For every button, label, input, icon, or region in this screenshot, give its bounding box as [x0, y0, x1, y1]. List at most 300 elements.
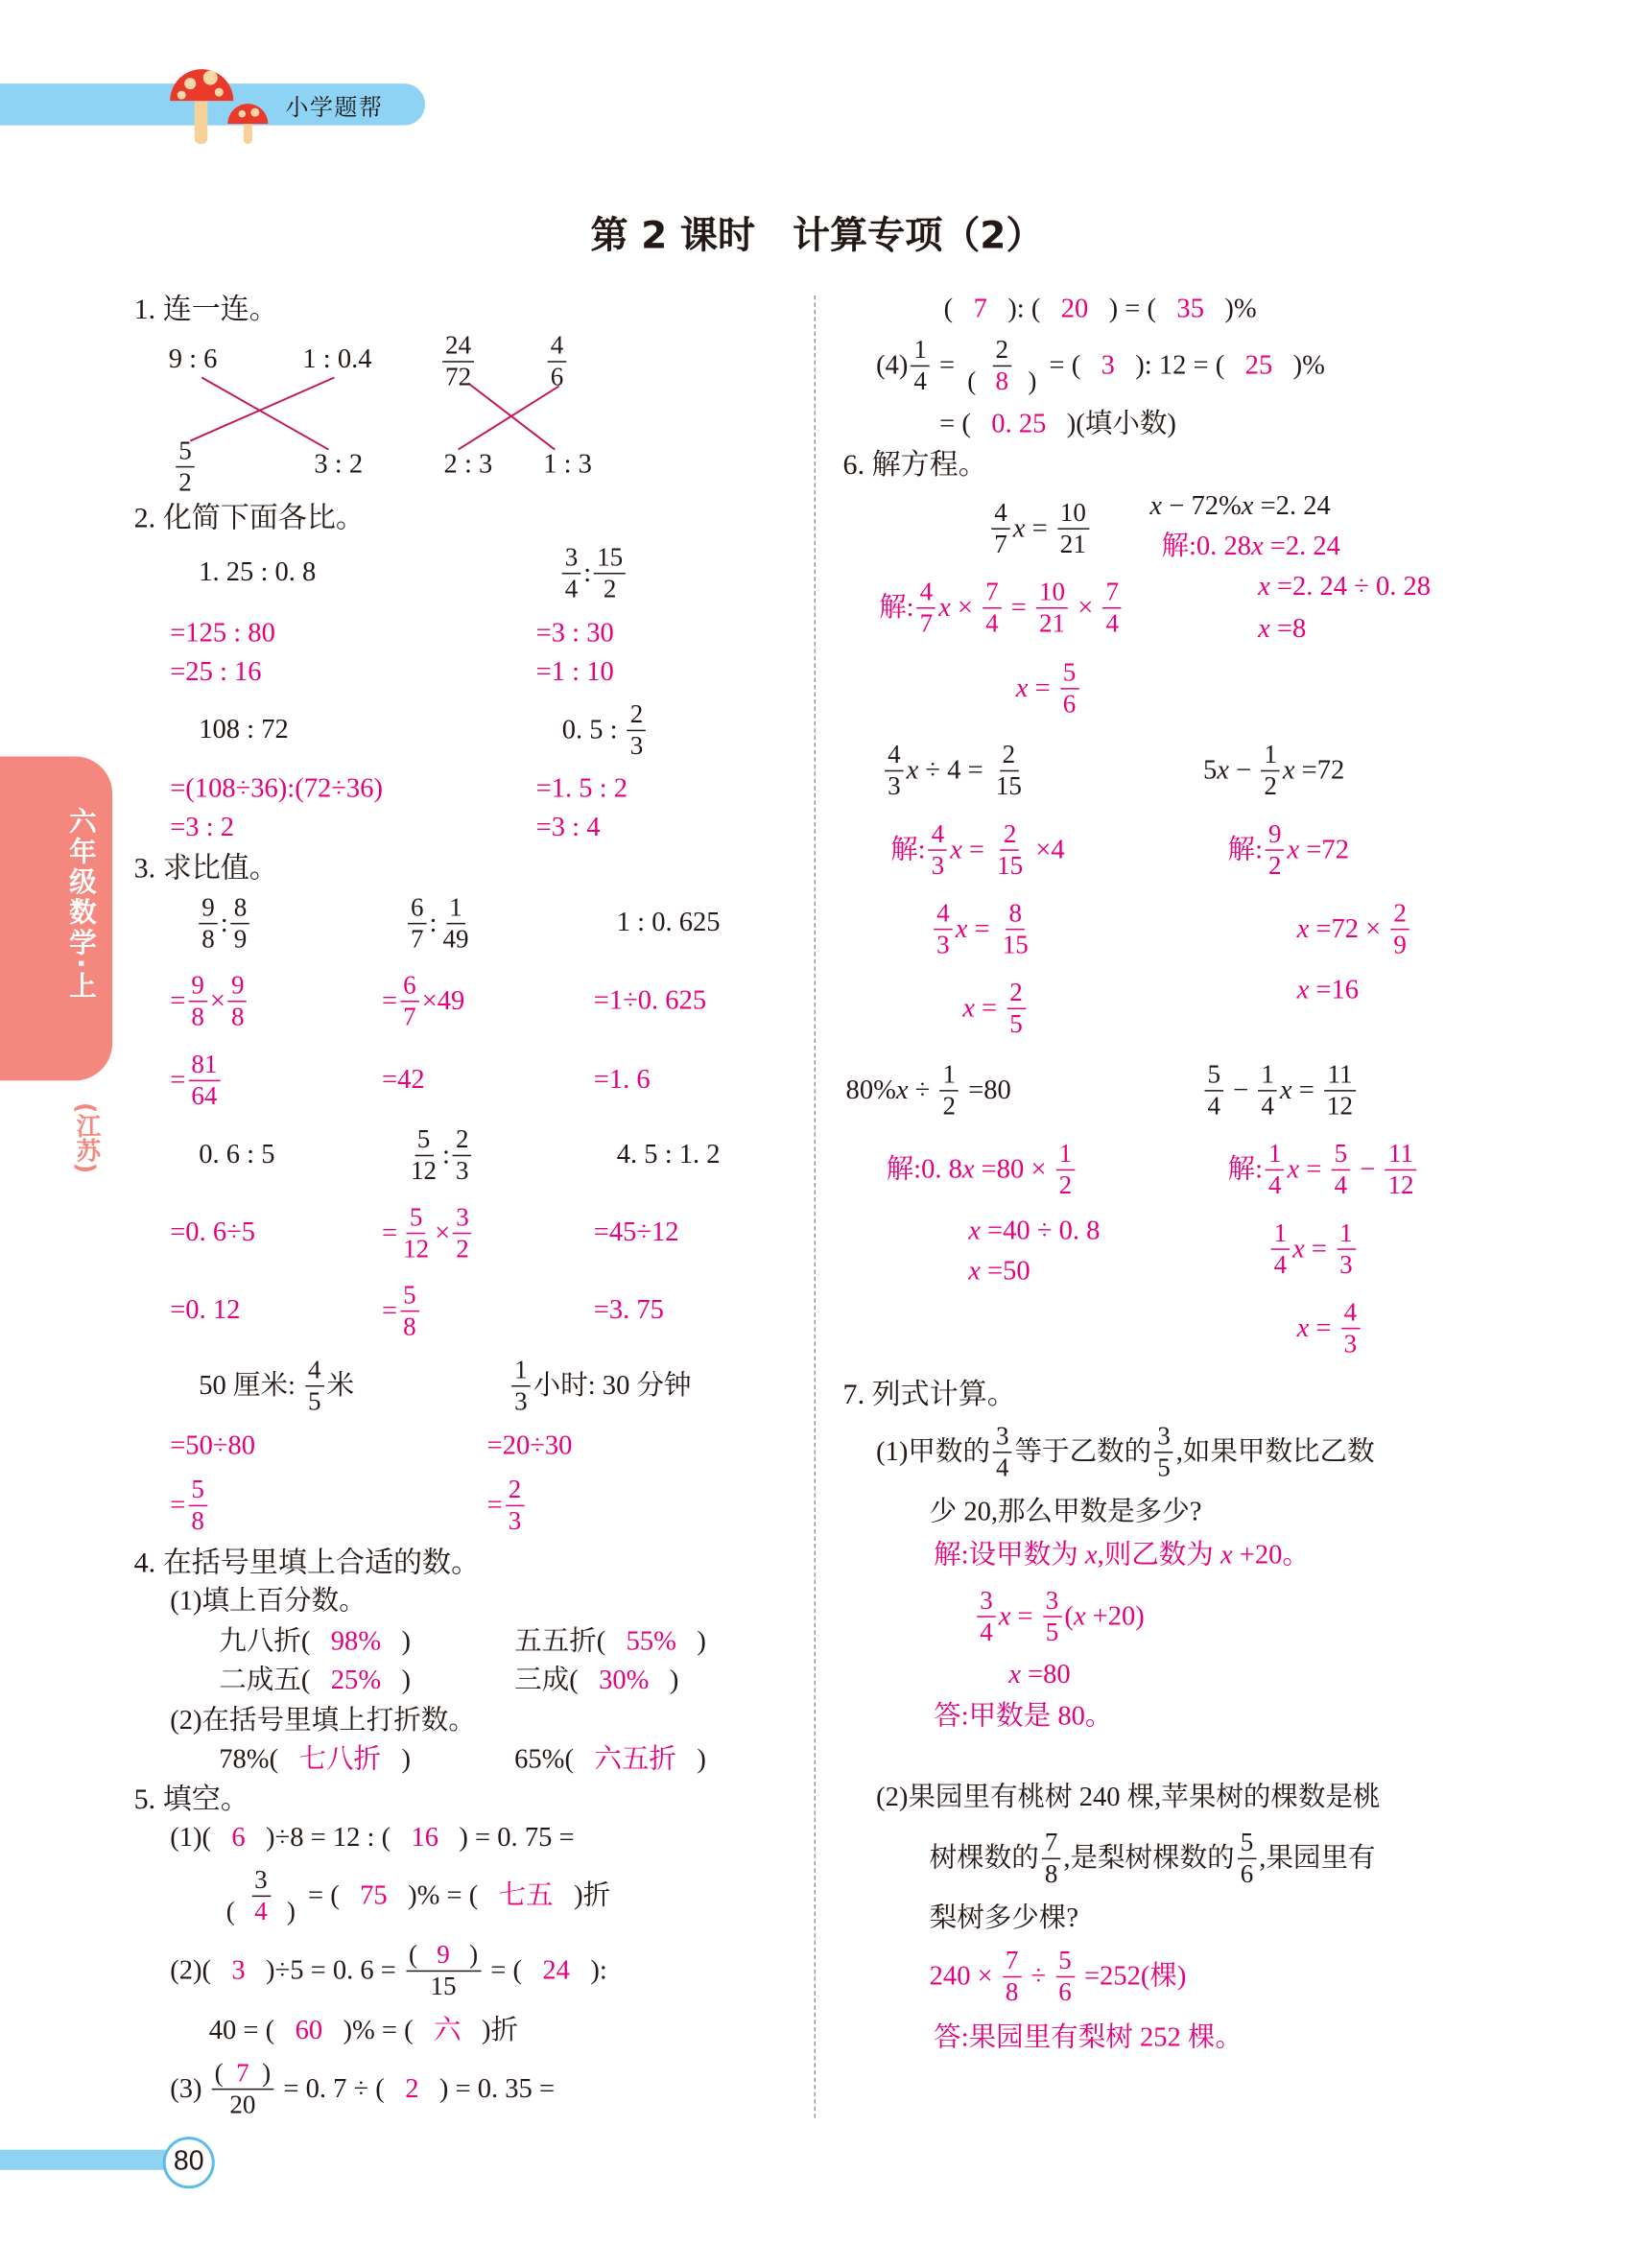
text: 2 [1058, 1170, 1073, 1200]
denominator [1205, 1092, 1224, 1122]
numerator [228, 970, 248, 1002]
text: ) = ( [1088, 294, 1177, 324]
text: 5 [1045, 1617, 1059, 1646]
line-q3-b3 [382, 1065, 425, 1097]
line-q3-c4 [617, 1140, 721, 1171]
denominator [628, 731, 647, 762]
text: 4 [919, 577, 934, 606]
answer: 98% [330, 1626, 382, 1658]
text: ÷ 4 = [918, 754, 990, 786]
text: ) = 0. 75 = [438, 1822, 575, 1854]
numerator [251, 1865, 271, 1897]
denominator [934, 930, 953, 960]
fraction [562, 542, 581, 604]
variable: x [1149, 491, 1163, 522]
text: 5 [1009, 1009, 1023, 1039]
text: 5 [409, 1202, 423, 1232]
text: 8 [233, 892, 248, 922]
numerator [1266, 1139, 1285, 1170]
text: (1)( [170, 1822, 232, 1854]
text: 三成( [514, 1666, 600, 1696]
text: 2 [603, 574, 617, 603]
line-q5-2b [209, 2016, 518, 2047]
line-q6-e5s1 [887, 1139, 1078, 1201]
text: ): ( [986, 294, 1061, 324]
text: 2 [1002, 740, 1016, 769]
denominator [929, 851, 948, 882]
text: =3 : 4 [535, 813, 601, 843]
numerator [407, 1202, 426, 1234]
text: ÷ [1024, 1960, 1054, 1992]
text: 12 [411, 1156, 438, 1186]
denominator [1060, 690, 1079, 721]
denominator [1341, 1329, 1361, 1359]
numerator [1332, 1139, 1351, 1170]
text: : [442, 1139, 450, 1170]
text: 3. 求比值。 [133, 853, 278, 886]
text: 11 [1387, 1139, 1414, 1169]
text: × [950, 592, 981, 623]
text: 5 [416, 1124, 431, 1154]
text: 4 [1273, 1249, 1288, 1279]
line-q7-1a [876, 1422, 1375, 1484]
text: 3 [564, 542, 579, 572]
text: = [1025, 512, 1054, 544]
text: 1. 连一连。 [133, 294, 278, 326]
text: 5 [178, 436, 192, 465]
text: 6. 解方程。 [842, 449, 987, 482]
denominator [1337, 1250, 1356, 1281]
variable: x [961, 1153, 975, 1185]
side-tab-grade: 六年级数学·上 [64, 807, 97, 1003]
text: ) [649, 1666, 679, 1696]
line-q6-e6s1 [1228, 1139, 1420, 1201]
text: 2 [629, 699, 644, 729]
line-q6-e6s2 [1268, 1218, 1359, 1281]
text: 4 [913, 366, 927, 396]
line-q7-2d [930, 1946, 1187, 2008]
line-q1-g [444, 450, 493, 482]
text: − 72% [1162, 491, 1242, 522]
denominator [885, 771, 904, 802]
answer: 七八折 [298, 1744, 382, 1776]
line-q2-a5 [170, 773, 383, 805]
fraction [1266, 819, 1285, 882]
numerator [594, 542, 626, 574]
text: : [220, 908, 228, 938]
line-q3-c1 [617, 908, 721, 939]
denominator [993, 1453, 1012, 1484]
numerator [628, 699, 647, 731]
text: 21 [1059, 529, 1086, 558]
side-tab-region: (江苏) [70, 1101, 100, 1174]
numerator [176, 436, 195, 467]
text: = [1304, 1233, 1335, 1264]
text: 3 [1343, 1329, 1358, 1358]
text: 20 [229, 2090, 256, 2119]
text: 1 : 3 [543, 449, 592, 481]
text: ) [449, 1940, 479, 1970]
text: ) [381, 1744, 412, 1776]
text: 15 [430, 1972, 457, 2001]
denominator [1266, 851, 1285, 882]
text: 解:设甲数为 [934, 1540, 1085, 1571]
fraction [188, 1475, 207, 1537]
line-q3-a3 [170, 1050, 223, 1112]
line-q2-a3 [170, 657, 261, 689]
denominator [188, 1081, 220, 1112]
line-q1-h [134, 294, 278, 325]
text: =42 [381, 1064, 425, 1096]
line-q3-a4 [199, 1140, 274, 1171]
line-q5-3a [170, 2058, 555, 2120]
numerator [231, 892, 250, 924]
text: 9 [230, 970, 245, 1000]
text: 3 [514, 1386, 528, 1416]
answer: 3 [1101, 349, 1115, 381]
text: 4 [1207, 1091, 1221, 1121]
text: 5 [1058, 1946, 1072, 1975]
line-q6-e2s3 [1258, 614, 1306, 646]
variable: x [1296, 1312, 1310, 1343]
text: 1. 25 : 0. 8 [199, 557, 317, 588]
numerator [548, 331, 567, 363]
text: =0. 12 [170, 1295, 241, 1326]
text: 7 [1105, 577, 1119, 606]
fraction [994, 819, 1026, 882]
text: )(填小数) [1046, 409, 1176, 440]
line-q4-a1 [219, 1627, 411, 1659]
fraction [1043, 1586, 1062, 1648]
fraction [212, 2058, 274, 2120]
text: ) [249, 2058, 272, 2088]
fraction [408, 1124, 439, 1187]
numerator [1266, 819, 1285, 851]
text: 1 [913, 335, 927, 365]
fraction [1102, 577, 1122, 639]
line-q2-b6 [536, 813, 601, 844]
denominator [1385, 1170, 1416, 1201]
line-q3-c5 [594, 1217, 679, 1249]
variable: x [1258, 613, 1270, 645]
numerator [414, 1124, 434, 1156]
text: : [429, 908, 438, 938]
text: = [967, 913, 997, 944]
line-q4-a2 [219, 1666, 411, 1697]
text: 6 [550, 362, 564, 391]
text: 7 [1044, 1828, 1058, 1857]
answer: 六 [434, 2016, 462, 2046]
text: 11 [1327, 1059, 1353, 1089]
line-q1-a [169, 344, 218, 376]
denominator [1003, 1977, 1022, 2008]
line-q6-e4 [1203, 740, 1344, 802]
line-q6-e2 [1149, 491, 1330, 523]
denominator [917, 609, 936, 640]
numerator [408, 892, 427, 924]
text: (2)在括号里填上打折数。 [170, 1706, 476, 1736]
text: 解:0. 28 [1161, 532, 1251, 562]
denominator [453, 1156, 472, 1187]
fraction [911, 335, 930, 397]
text: =1. 5 : 2 [535, 773, 628, 805]
text: 4 [994, 497, 1007, 527]
fraction [991, 498, 1010, 560]
text: ): [569, 1954, 607, 1986]
matching-lines [0, 0, 1634, 577]
denominator [1055, 1977, 1075, 2008]
text: 梨树多少棵? [929, 1902, 1079, 1934]
denominator [1036, 609, 1068, 640]
text: 5 [1062, 657, 1077, 687]
line-q7-2e [934, 2023, 1243, 2055]
text: 8 [403, 1311, 416, 1341]
footer-bar [0, 2150, 180, 2170]
text: 6 [1062, 689, 1077, 719]
numerator [1271, 1218, 1291, 1250]
line-q2-a1 [199, 557, 316, 589]
text: =2. 24 [1263, 532, 1340, 562]
text: 10 [1039, 577, 1066, 606]
text: =8 [1269, 613, 1307, 645]
text: =72 [1299, 834, 1349, 865]
numerator [1006, 898, 1025, 930]
text: 15 [597, 542, 624, 572]
fraction [439, 892, 471, 955]
fraction [1390, 898, 1409, 960]
brand-name: 小学题帮 [285, 93, 384, 122]
line-q3-b8 [487, 1430, 573, 1462]
text: 6 [411, 892, 424, 922]
line-q6-e6 [1202, 1060, 1360, 1122]
text: − [1226, 1075, 1256, 1105]
text: 24 [445, 330, 472, 360]
text: 3 [254, 1865, 268, 1895]
numerator [1060, 658, 1079, 690]
line-q5-3b [944, 294, 1257, 325]
text: 5. 填空。 [133, 1784, 249, 1816]
text: (4) [876, 349, 909, 381]
variable: x [895, 1075, 909, 1105]
numerator [446, 892, 465, 924]
answer: 9 [437, 1940, 450, 1970]
line-q3-h [134, 853, 278, 885]
denominator [305, 1386, 324, 1417]
variable: x [1282, 754, 1295, 786]
text: ( [943, 294, 974, 324]
fraction [1000, 898, 1031, 960]
text: = [1010, 1600, 1040, 1632]
line-q7-h [843, 1379, 1016, 1410]
denominator [506, 1506, 525, 1537]
text: 9 [1393, 930, 1407, 959]
fraction [1205, 1060, 1224, 1122]
numerator [506, 1475, 525, 1506]
text: 3 [980, 1585, 993, 1615]
denominator [911, 366, 930, 397]
variable: x [1241, 491, 1254, 522]
fraction [1060, 658, 1079, 721]
text: =80 [961, 1075, 1011, 1105]
text: =2. 24 ÷ 0. 28 [1269, 572, 1432, 602]
fraction [511, 1355, 531, 1417]
numerator [1056, 1139, 1076, 1170]
denominator [1266, 1170, 1285, 1201]
line-q7-1b [930, 1497, 1202, 1528]
text: )÷8 = 12 : ( [245, 1822, 412, 1854]
line-q2-b2 [536, 618, 614, 650]
fraction [1258, 1060, 1277, 1122]
fraction [917, 577, 936, 639]
text: 4 [936, 898, 950, 928]
text: =50 [980, 1256, 1030, 1288]
line-q1-d [314, 450, 363, 482]
line-q3-a7 [199, 1355, 354, 1417]
numerator [885, 740, 904, 771]
fraction [964, 335, 1039, 397]
line-q4-b3 [514, 1745, 706, 1777]
numerator [406, 1940, 481, 1972]
fraction [231, 892, 250, 955]
text: 3 [508, 1506, 522, 1536]
text: ( [967, 366, 996, 396]
numerator [1238, 1828, 1257, 1859]
denominator [400, 1234, 432, 1264]
variable: x [962, 992, 975, 1024]
fraction [1003, 1946, 1022, 2008]
fraction [453, 1202, 472, 1264]
numerator [1258, 1060, 1277, 1092]
line-q6-e2s2 [1258, 572, 1431, 603]
answer: 7 [973, 294, 987, 324]
text: ,果园里有 [1259, 1842, 1376, 1874]
text: =72 [1294, 754, 1345, 786]
text: =3 : 2 [170, 813, 235, 843]
text: ) [267, 1897, 296, 1926]
numerator [305, 1355, 324, 1386]
text: +20。 [1232, 1540, 1310, 1571]
numerator [453, 1124, 472, 1156]
text: 2 [1003, 818, 1017, 848]
text: (2)( [170, 1954, 232, 1986]
text: 9 [233, 924, 248, 954]
line-q2-b4 [562, 699, 650, 762]
text: 7. 列式计算。 [842, 1379, 1016, 1411]
text: 解: [1227, 834, 1263, 865]
denominator [1261, 771, 1280, 802]
text: = ( [939, 409, 992, 440]
denominator [1042, 1859, 1061, 1890]
text: 2 [1268, 850, 1282, 880]
text: 8 [201, 924, 215, 954]
line-q7-1d [974, 1586, 1145, 1648]
answer: 3 [231, 1954, 246, 1986]
fraction [199, 892, 218, 955]
line-q3-b2 [382, 970, 464, 1032]
text: =16 [1309, 975, 1360, 1006]
line-q2-b5 [536, 773, 628, 805]
line-q4-b2 [514, 1666, 678, 1697]
text: 21 [1039, 608, 1066, 638]
variable: x [1250, 532, 1264, 562]
text: 49 [442, 924, 469, 954]
text: 0. 6 : 5 [199, 1139, 275, 1170]
line-q7-1f [934, 1702, 1112, 1734]
fraction [1385, 1139, 1416, 1201]
text: 9 [201, 892, 215, 922]
denominator [1390, 930, 1409, 960]
text: )折 [461, 2016, 519, 2046]
text: 3 [456, 1202, 469, 1232]
variable: x [1008, 1660, 1021, 1690]
text: 1 [1339, 1217, 1353, 1247]
line-q3-a1 [196, 892, 252, 955]
text: 1 : 0.4 [302, 343, 372, 375]
denominator [1006, 1009, 1026, 1040]
line-q6-e3s3 [962, 978, 1029, 1040]
fraction [442, 331, 474, 393]
line-q3-b7 [509, 1355, 691, 1417]
denominator [939, 1092, 959, 1122]
answer: 35 [1176, 294, 1204, 324]
fraction [594, 542, 626, 604]
numerator [1003, 1946, 1022, 1977]
match-line [459, 386, 559, 449]
text: 1 [1264, 740, 1277, 769]
numerator [1042, 1828, 1061, 1859]
fraction [934, 898, 953, 960]
variable: x [1220, 1540, 1233, 1571]
text: = [1309, 1312, 1338, 1343]
line-q1-i [543, 450, 592, 482]
numerator [188, 970, 207, 1002]
line-q2-a4 [199, 715, 289, 746]
text: = [381, 1295, 398, 1326]
numerator [1385, 1139, 1416, 1170]
fraction [929, 819, 948, 882]
text: 6 [403, 970, 416, 1000]
text: =0. 6÷5 [170, 1217, 256, 1248]
numerator [1390, 898, 1409, 930]
text: 解: [1227, 1153, 1263, 1185]
fraction [228, 970, 248, 1032]
text: 答:甲数是 80。 [934, 1701, 1113, 1733]
numerator [993, 335, 1012, 366]
fraction [1057, 498, 1089, 560]
numerator [917, 577, 936, 608]
text: 五五折( [514, 1626, 627, 1658]
text: 12 [403, 1234, 430, 1264]
numerator [993, 1422, 1012, 1453]
answer: 20 [1060, 294, 1089, 324]
text: ( [1064, 1600, 1074, 1632]
line-q3-b5 [382, 1202, 475, 1264]
text: 72 [445, 362, 472, 391]
text: 2 [178, 467, 192, 497]
fraction [453, 1124, 472, 1187]
numerator [1324, 1060, 1355, 1092]
text: 3 [936, 930, 950, 959]
text: 2 [1393, 898, 1407, 928]
text: 64 [191, 1081, 218, 1111]
denominator [562, 574, 581, 604]
denominator [188, 1506, 207, 1537]
text: ( [214, 2058, 237, 2088]
text: 2 [455, 1124, 469, 1154]
text: = ( [484, 1954, 543, 1986]
numerator [929, 819, 948, 851]
text: 4 [995, 1453, 1009, 1482]
